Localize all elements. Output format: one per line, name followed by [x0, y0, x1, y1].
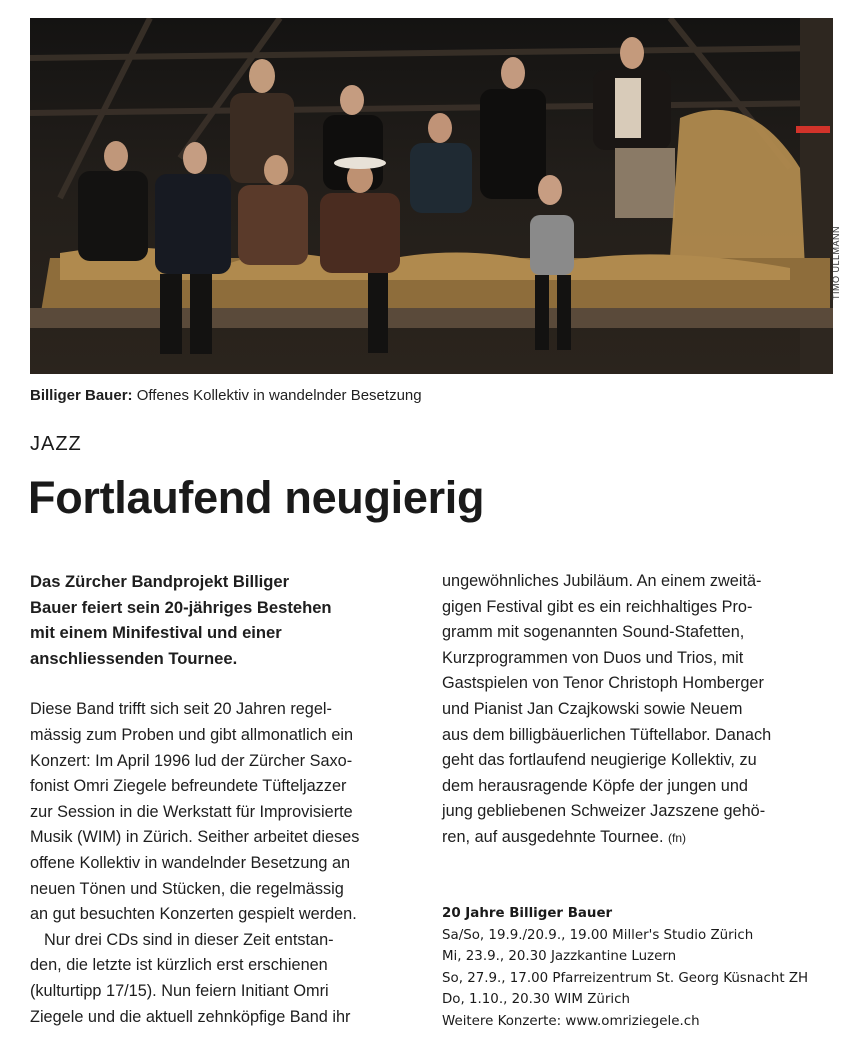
- body-line: neuen Tönen und Stücken, die regelmässig: [30, 879, 344, 898]
- lead-line: Bauer feiert sein 20-jähriges Bestehen: [30, 597, 332, 617]
- body-line: (kulturtipp 17/15). Nun feiern Initiant Omri: [30, 981, 329, 1000]
- body-line: ungewöhnliches Jubiläum. An einem zweitä-: [442, 572, 762, 590]
- body-paragraph-2: [30, 928, 420, 1030]
- lead-paragraph: [30, 569, 420, 671]
- event-listing-title: 20 Jahre Billiger Bauer: [442, 906, 613, 921]
- body-line: Konzert: Im April 1996 lud der Zürcher Saxo-: [30, 751, 353, 770]
- body-line: den, die letzte ist kürzlich erst erschienen: [30, 956, 328, 975]
- column-left: [30, 569, 420, 1030]
- event-listing: [442, 903, 842, 1033]
- band-photo: [30, 18, 833, 374]
- body-line: und Pianist Jan Czajkowski sowie Neuem: [442, 699, 743, 718]
- column-right: [442, 569, 837, 852]
- body-line: Ziegele und die aktuell zehnköpfige Band ihr: [30, 1007, 351, 1026]
- body-line: offene Kollektiv in wandelnder Besetzung an: [30, 853, 351, 872]
- event-item: Mi, 23.9., 20.30 Jazzkantine Luzern: [442, 949, 677, 965]
- caption-text: Offenes Kollektiv in wandelnder Besetzung: [132, 387, 422, 404]
- caption-bold: Billiger Bauer:: [30, 387, 133, 404]
- body-line: aus dem billigbäuerlichen Tüftellabor. Danach: [442, 725, 772, 744]
- body-line: gramm mit sogenannten Sound-Stafetten,: [442, 623, 745, 642]
- body-line-text: ren, auf ausgedehnte Tournee.: [442, 827, 664, 846]
- body-line: mässig zum Proben und gibt allmonatlich ein: [30, 725, 354, 744]
- source-tag: (fn): [668, 830, 687, 845]
- body-line-last: [442, 825, 837, 852]
- body-line: Gastspielen von Tenor Christoph Homberger: [442, 674, 764, 693]
- body-line: gigen Festival gibt es ein reichhaltiges Pro-: [442, 597, 753, 616]
- event-item: Sa/So, 19.9./20.9., 19.00 Miller's Studio Zürich: [442, 927, 754, 943]
- section-kicker: JAZZ: [30, 433, 82, 455]
- headline: Fortlaufend neugierig: [28, 472, 485, 523]
- body-line: zur Session in die Werkstatt für Improvisierte: [30, 802, 353, 821]
- body-line: Kurzprogrammen von Duos und Trios, mit: [442, 648, 744, 667]
- lead-line: Das Zürcher Bandprojekt Billiger: [30, 572, 290, 591]
- photo-credit: TIMO ULLMANN: [831, 225, 841, 300]
- body-line: Nur drei CDs sind in dieser Zeit entstan-: [44, 930, 334, 949]
- body-line: geht das fortlaufend neugierige Kollektiv, zu: [442, 751, 757, 770]
- body-line: Musik (WIM) in Zürich. Seither arbeitet dieses: [30, 828, 360, 847]
- body-line: jung gebliebenen Schweizer Jazszene gehö-: [442, 802, 766, 821]
- lead-line: mit einem Minifestival und einer: [30, 623, 282, 643]
- more-concerts-link[interactable]: Weitere Konzerte: www.omriziegele.ch: [442, 1013, 700, 1029]
- body-line: dem herausragende Köpfe der jungen und: [442, 776, 748, 795]
- body-line: an gut besuchten Konzerten gespielt werden.: [30, 905, 357, 924]
- photo-caption: [30, 387, 422, 404]
- band-photo-illustration: [30, 18, 833, 374]
- body-line: Diese Band trifft sich seit 20 Jahren regel-: [30, 700, 332, 719]
- lead-line: anschliessenden Tournee.: [30, 648, 238, 668]
- body-paragraph-1: [30, 697, 420, 927]
- body-line: fonist Omri Ziegele befreundete Tüfteljazzer: [30, 777, 347, 796]
- event-item: Do, 1.10., 20.30 WIM Zürich: [442, 992, 630, 1008]
- event-item: So, 27.9., 17.00 Pfarreizentrum St. Georg Küsnacht ZH: [442, 970, 809, 986]
